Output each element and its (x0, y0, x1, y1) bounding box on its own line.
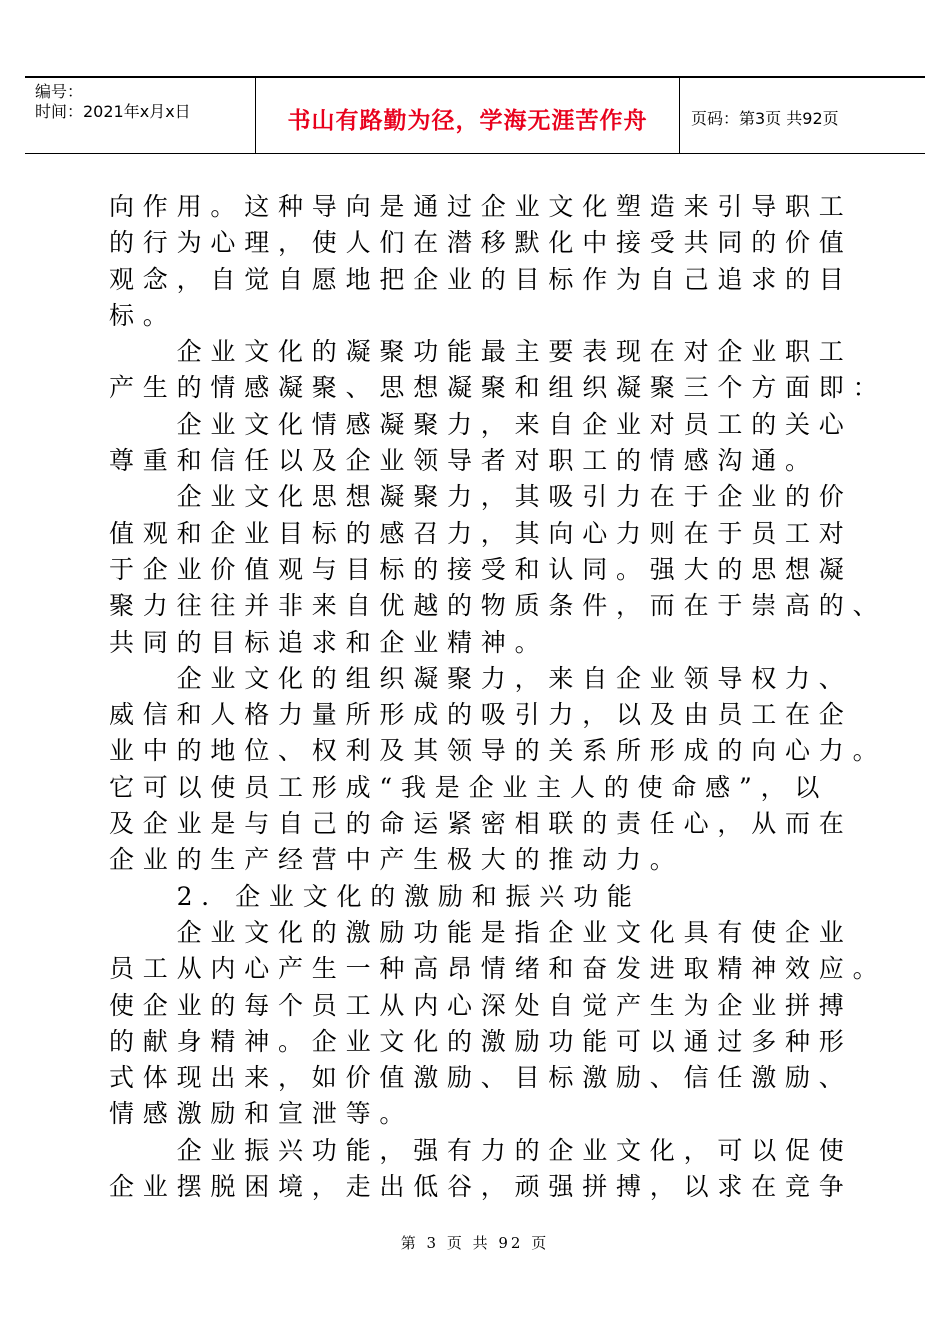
body-text-line: 共同的目标追求和企业精神。 (109, 627, 549, 657)
header-divider-right (679, 78, 680, 154)
header-bottom-rule (25, 153, 925, 154)
body-text-line: 向作用。这种导向是通过企业文化塑造来引导职工 (109, 192, 853, 221)
body-text-line: 情感激励和宣泄等。 (109, 1099, 414, 1129)
body-text-line: 的行为心理，使人们在潜移默化中接受共同的价值 (109, 228, 853, 258)
page-header (25, 76, 925, 154)
body-text-line: 于企业价值观与目标的接受和认同。强大的思想凝 (109, 554, 853, 584)
header-page-info: 页码：第3页 共92页 (691, 109, 839, 128)
body-text-line: 企业的生产经营中产生极大的推动力。 (109, 845, 684, 875)
document-body (109, 189, 887, 1205)
body-text-line: 员工从内心产生一种高昂情绪和奋发进取精神效应。 (109, 954, 887, 984)
body-text-line: 式体现出来，如价值激励、目标激励、信任激励、 (109, 1063, 853, 1093)
body-text-line: 尊重和信任以及企业领导者对职工的情感沟通。 (109, 446, 819, 476)
body-text-line: 企业文化思想凝聚力，其吸引力在于企业的价 (109, 482, 853, 512)
body-text-line: 观念，自觉自愿地把企业的目标作为自己追求的目 (109, 264, 853, 294)
body-text-line: 产生的情感凝聚、思想凝聚和组织凝聚三个方面即： (109, 373, 887, 403)
document-number-label: 编号： (35, 82, 84, 101)
body-text-line: 企业文化的激励功能是指企业文化具有使企业 (109, 917, 853, 947)
body-text-line: 2．企业文化的激励和振兴功能 (109, 881, 641, 911)
body-text-line: 企业振兴功能，强有力的企业文化，可以促使 (109, 1135, 853, 1165)
page-footer: 第 3 页 共 92 页 (400, 1234, 550, 1252)
body-text-line: 业中的地位、权利及其领导的关系所形成的向心力。 (109, 736, 887, 766)
header-motto: 书山有路勤为径，学海无涯苦作舟 (287, 108, 648, 134)
header-top-rule (25, 76, 925, 78)
body-text-line: 使企业的每个员工从内心深处自觉产生为企业拼搏 (109, 990, 853, 1020)
body-text-line: 威信和人格力量所形成的吸引力，以及由员工在企 (109, 700, 853, 730)
document-time-label: 时间：2021年x月x日 (35, 102, 191, 121)
body-text-line: 聚力往往并非来自优越的物质条件，而在于崇高的、 (109, 591, 887, 621)
body-text-line: 它可以使员工形成“我是企业主人的使命感”，以 (109, 772, 829, 802)
body-text-line: 企业摆脱困境，走出低谷，顽强拼搏，以求在竞争 (109, 1172, 853, 1202)
header-meta (35, 82, 191, 122)
body-text-line: 及企业是与自己的命运紧密相联的责任心，从而在 (109, 809, 853, 839)
body-text-line: 的献身精神。企业文化的激励功能可以通过多种形 (109, 1026, 853, 1056)
body-text-line: 企业文化的组织凝聚力，来自企业领导权力、 (109, 663, 853, 693)
body-text-line: 值观和企业目标的感召力，其向心力则在于员工对 (109, 518, 853, 548)
body-text-line: 企业文化的凝聚功能最主要表现在对企业职工 (109, 337, 853, 367)
body-text-line: 企业文化情感凝聚力，来自企业对员工的关心 (109, 409, 853, 439)
body-text-line: 标。 (109, 300, 177, 330)
